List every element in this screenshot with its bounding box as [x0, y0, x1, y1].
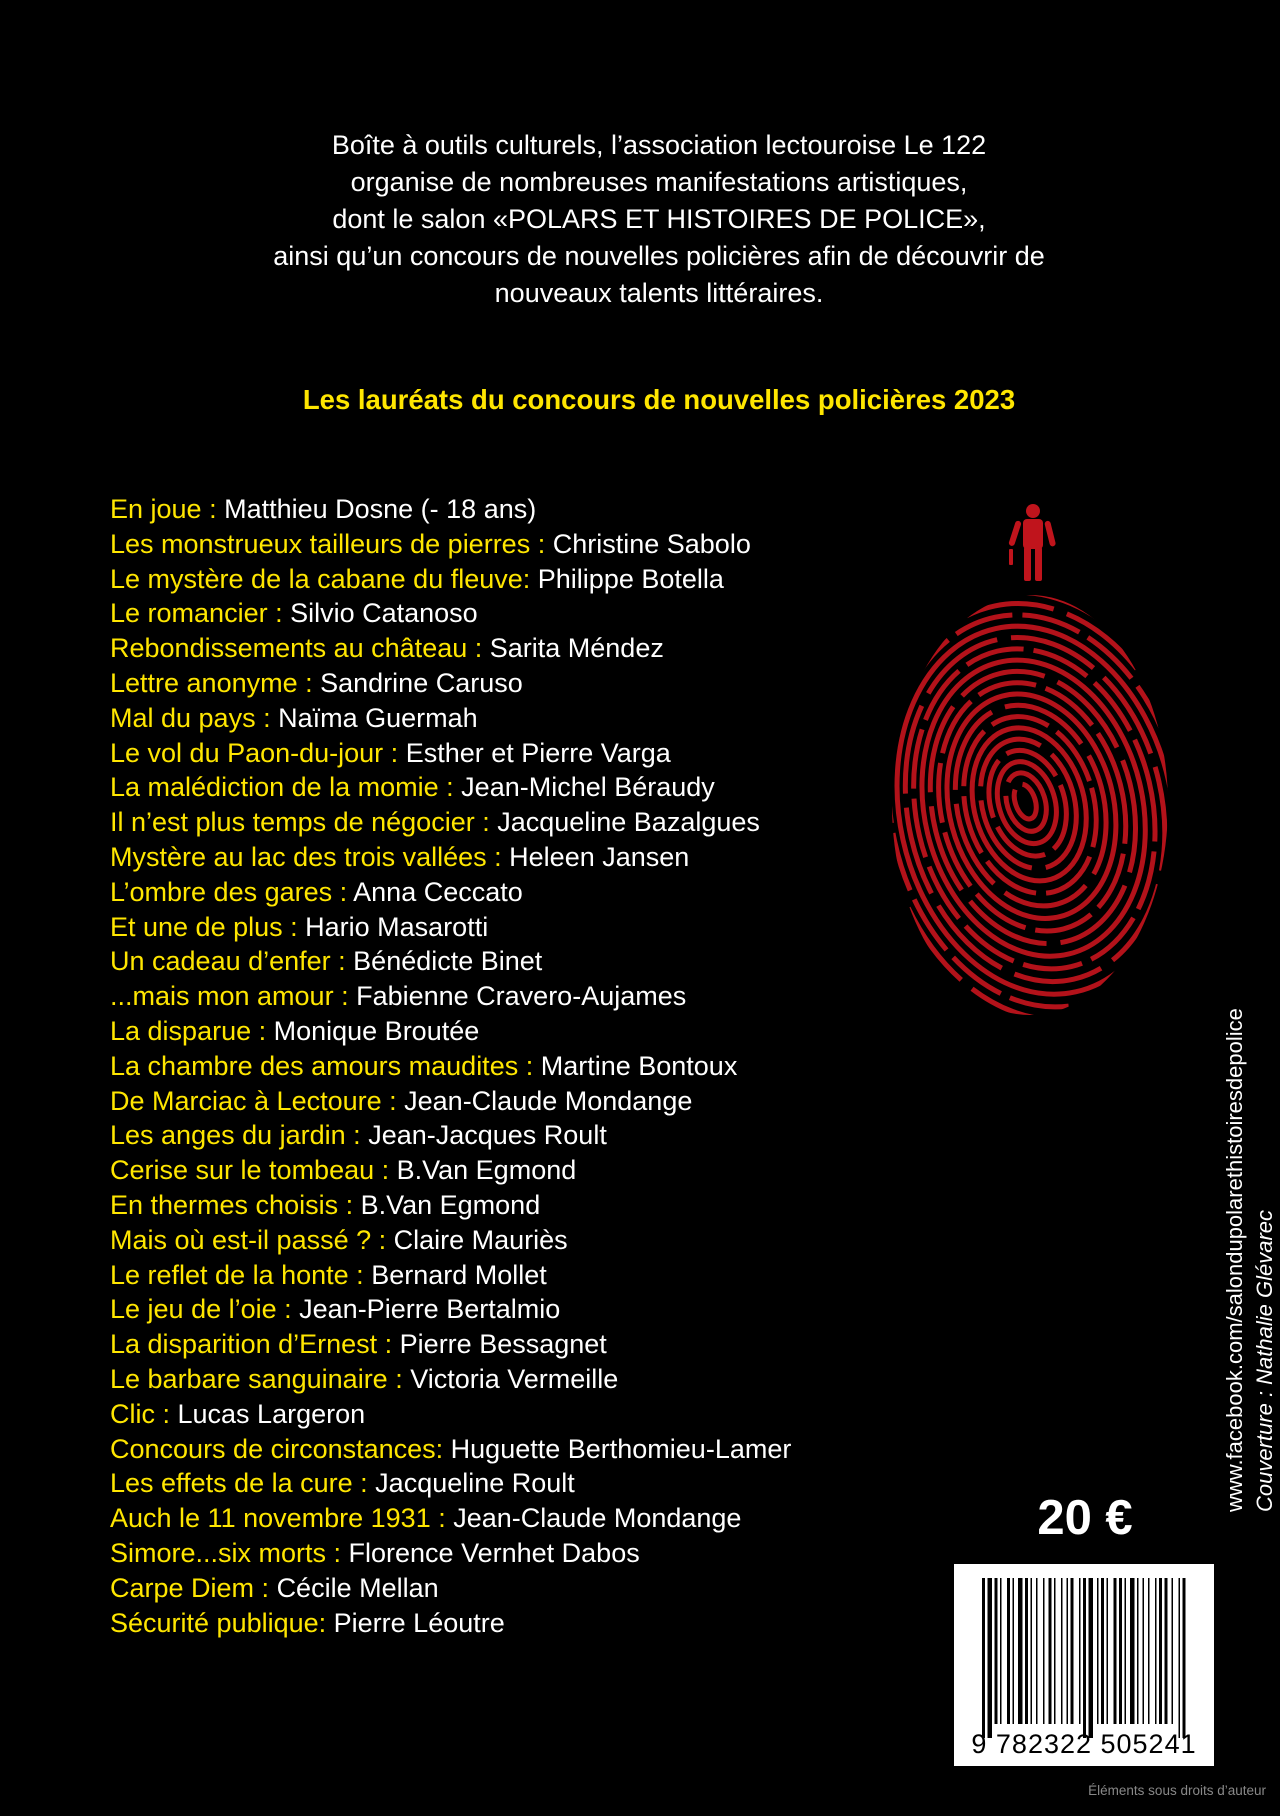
- story-title: En joue :: [110, 494, 225, 524]
- barcode: [954, 1564, 1214, 1766]
- laureate-item: [110, 1536, 791, 1571]
- story-title: Et une de plus :: [110, 911, 306, 942]
- story-title: ...mais mon amour :: [110, 981, 357, 1012]
- laureate-item: [110, 1188, 791, 1223]
- author-name: Pierre Léoutre: [333, 1607, 505, 1638]
- story-title: Le jeu de l’oie :: [110, 1294, 300, 1325]
- laureate-item: [110, 596, 791, 631]
- laureate-item: [110, 1432, 791, 1467]
- story-title: Mais où est-il passé ? :: [110, 1224, 394, 1255]
- laureate-item: [110, 631, 791, 666]
- laureate-item: [110, 944, 791, 979]
- author-name: Florence Vernhet Dabos: [348, 1537, 640, 1568]
- author-name: B.Van Egmond: [360, 1189, 541, 1220]
- author-name: B.Van Egmond: [396, 1155, 577, 1186]
- author-name: Sandrine Caruso: [320, 667, 523, 698]
- laureate-item: [110, 805, 791, 840]
- laureate-item: [110, 979, 791, 1014]
- intro-line: organise de nombreuses manifestations artistiques,: [350, 167, 968, 197]
- copyright-notice: Éléments sous droits d’auteur: [1088, 1783, 1266, 1798]
- standing-figure-icon: [1008, 504, 1056, 581]
- price: 20 €: [1037, 1491, 1133, 1545]
- author-name: Fabienne Cravero-Aujames: [356, 981, 687, 1012]
- laureates-list: [110, 492, 791, 1640]
- author-name: Jacqueline Roult: [375, 1468, 575, 1499]
- laureate-item: [110, 875, 791, 910]
- laureate-item: [110, 910, 791, 945]
- story-title: Le barbare sanguinaire :: [110, 1363, 411, 1394]
- author-name: Hario Masarotti: [305, 911, 489, 942]
- laureates-heading: Les lauréats du concours de nouvelles policières 2023: [302, 384, 1016, 415]
- fingerprint-illustration: [880, 500, 1180, 1020]
- laureate-item: [110, 1606, 791, 1641]
- story-title: Carpe Diem :: [110, 1572, 277, 1603]
- intro-line: Boîte à outils culturels, l’association lectouroise Le 122: [331, 130, 987, 160]
- author-name: Bernard Mollet: [371, 1259, 547, 1290]
- story-title: La malédiction de la momie :: [110, 772, 462, 803]
- author-name: Christine Sabolo: [552, 528, 751, 559]
- laureate-item: [110, 1153, 791, 1188]
- story-title: La disparition d’Ernest :: [110, 1329, 400, 1360]
- intro-paragraph: [170, 127, 1148, 312]
- story-title: Le romancier :: [110, 598, 291, 629]
- story-title: Il n’est plus temps de négocier :: [110, 807, 498, 838]
- story-title: Les effets de la cure :: [110, 1468, 376, 1499]
- story-title: L’ombre des gares :: [110, 876, 354, 907]
- author-name: Huguette Berthomieu-Lamer: [450, 1433, 792, 1464]
- laureate-item: [110, 1292, 791, 1327]
- laureate-item: [110, 770, 791, 805]
- laureate-item: [110, 840, 791, 875]
- story-title: Lettre anonyme :: [110, 667, 321, 698]
- author-name: Victoria Vermeille: [410, 1363, 619, 1394]
- author-name: Jean-Pierre Bertalmio: [299, 1294, 561, 1325]
- story-title: Les anges du jardin :: [110, 1120, 369, 1151]
- author-name: Jean-Jacques Roult: [368, 1120, 607, 1151]
- laureate-item: [110, 1084, 791, 1119]
- laureate-item: [110, 1118, 791, 1153]
- laureate-item: [110, 736, 791, 771]
- laureate-item: [110, 1049, 791, 1084]
- story-title: La chambre des amours maudites :: [110, 1050, 541, 1081]
- author-name: Monique Broutée: [273, 1015, 480, 1046]
- facebook-url: www.facebook.com/salondupolarethistoiresdepolice: [1222, 1008, 1247, 1512]
- author-name: Silvio Catanoso: [290, 598, 478, 629]
- author-name: Cécile Mellan: [276, 1572, 439, 1603]
- story-title: Le reflet de la honte :: [110, 1259, 372, 1290]
- intro-line: dont le salon «POLARS ET HISTOIRES DE POLICE»,: [332, 204, 986, 234]
- laureate-item: [110, 1327, 791, 1362]
- author-name: Naïma Guermah: [278, 702, 478, 733]
- intro-line: nouveaux talents littéraires.: [494, 278, 824, 308]
- author-name: Sarita Méndez: [489, 633, 664, 664]
- author-name: Esther et Pierre Varga: [405, 737, 671, 768]
- story-title: Cerise sur le tombeau :: [110, 1155, 397, 1186]
- author-name: Martine Bontoux: [540, 1050, 738, 1081]
- author-name: Philippe Botella: [537, 563, 724, 594]
- story-title: Rebondissements au château :: [110, 633, 490, 664]
- story-title: Mystère au lac des trois vallées :: [110, 841, 510, 872]
- laureate-item: [110, 701, 791, 736]
- author-name: Jean-Claude Mondange: [404, 1085, 693, 1116]
- author-name: Heleen Jansen: [509, 841, 690, 872]
- intro-line: ainsi qu’un concours de nouvelles policières afin de découvrir de: [273, 241, 1045, 271]
- laureate-item: [110, 1362, 791, 1397]
- laureate-item: [110, 1571, 791, 1606]
- author-name: Bénédicte Binet: [353, 946, 543, 977]
- story-title: Sécurité publique:: [110, 1607, 334, 1638]
- story-title: Simore...six morts :: [110, 1537, 349, 1568]
- story-title: Clic :: [110, 1398, 178, 1429]
- laureate-item: [110, 562, 791, 597]
- story-title: De Marciac à Lectoure :: [110, 1085, 405, 1116]
- laureate-item: [110, 1258, 791, 1293]
- author-name: Jacqueline Bazalgues: [497, 807, 760, 838]
- author-name: Jean-Michel Béraudy: [461, 772, 715, 803]
- story-title: En thermes choisis :: [110, 1189, 361, 1220]
- story-title: Un cadeau d’enfer :: [110, 946, 354, 977]
- author-name: Matthieu Dosne (- 18 ans): [224, 494, 537, 524]
- author-name: Claire Mauriès: [393, 1224, 568, 1255]
- story-title: La disparue :: [110, 1015, 274, 1046]
- laureate-item: [110, 1466, 791, 1501]
- laureate-item: [110, 1397, 791, 1432]
- laureate-item: [110, 527, 791, 562]
- story-title: Concours de circonstances:: [110, 1433, 451, 1464]
- story-title: Le mystère de la cabane du fleuve:: [110, 563, 538, 594]
- laureate-item: [110, 666, 791, 701]
- story-title: Le vol du Paon-du-jour :: [110, 737, 406, 768]
- author-name: Lucas Largeron: [177, 1398, 366, 1429]
- laureate-item: [110, 1223, 791, 1258]
- story-title: Mal du pays :: [110, 702, 279, 733]
- story-title: Les monstrueux tailleurs de pierres :: [110, 528, 553, 559]
- story-title: Auch le 11 novembre 1931 :: [110, 1503, 454, 1534]
- laureate-item: [110, 1014, 791, 1049]
- author-name: Pierre Bessagnet: [399, 1329, 607, 1360]
- laureate-item: [110, 492, 791, 527]
- cover-credit: Couverture : Nathalie Glévarec: [1252, 1209, 1277, 1512]
- author-name: Anna Ceccato: [353, 876, 523, 907]
- author-name: Jean-Claude Mondange: [453, 1503, 742, 1534]
- laureate-item: [110, 1501, 791, 1536]
- isbn-number: 9 782322 505241: [971, 1729, 1197, 1759]
